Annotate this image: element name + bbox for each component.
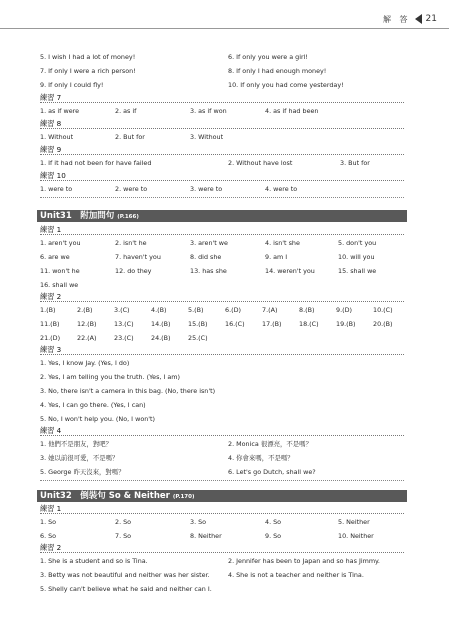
page-header	[383, 12, 437, 26]
answer: 14. weren't you	[265, 267, 315, 275]
section-label: 解 答	[383, 14, 411, 24]
answer: 10. will you	[338, 253, 375, 261]
answer: 3.(C)	[114, 306, 130, 314]
answer: 7.(A)	[262, 306, 278, 314]
answer: 2. Monica 很漂亮，不是嗎？	[228, 440, 312, 448]
answer: 12.(B)	[77, 320, 97, 328]
arrow-left-icon	[415, 14, 422, 24]
answer: 5. I wish I had a lot of money!	[40, 53, 136, 61]
answer: 5.(B)	[188, 306, 204, 314]
answer: 9. If only I could fly!	[40, 81, 104, 89]
answer: 3. So	[190, 518, 207, 526]
answer: 4. Yes, I can go there. (Yes, I can)	[40, 401, 146, 409]
answer: 1. If it had not been for have failed	[40, 159, 152, 167]
answer: 1. So	[40, 518, 57, 526]
answer: 1. were to	[40, 185, 73, 193]
answer: 19.(B)	[336, 320, 356, 328]
answer: 1. Yes, I know Jay. (Yes, I do)	[40, 359, 130, 367]
answer: 10. Neither	[338, 532, 374, 540]
answer: 25.(C)	[188, 334, 208, 342]
answer: 11.(B)	[40, 320, 60, 328]
answer: 15.(B)	[188, 320, 208, 328]
answer: 2. But for	[115, 133, 145, 141]
answer: 24.(B)	[151, 334, 171, 342]
answer: 1. aren't you	[40, 239, 81, 247]
answer: 13.(C)	[114, 320, 134, 328]
answer: 7. haven't you	[115, 253, 161, 261]
answer: 2. isn't he	[115, 239, 147, 247]
answer: 5. George 昨天沒來，對嗎？	[40, 468, 125, 476]
unit-title-bar	[37, 210, 407, 222]
answer: 5. don't you	[338, 239, 377, 247]
answer: 1.(B)	[40, 306, 56, 314]
answer: 11. won't he	[40, 267, 80, 275]
answer: 8. Neither	[190, 532, 222, 540]
answer: 6. Let's go Dutch, shall we?	[228, 468, 316, 476]
answer: 3. No, there isn't a camera in this bag. (No, there isn't)	[40, 387, 216, 395]
page-reference: (P.166)	[117, 214, 139, 220]
answer: 7. If only I were a rich person!	[40, 67, 136, 75]
answer: 4. So	[265, 518, 282, 526]
answer: 10. If only you had come yesterday!	[228, 81, 344, 89]
answer: 2. were to	[115, 185, 148, 193]
answer: 7. So	[115, 532, 132, 540]
answer: 17.(B)	[262, 320, 282, 328]
answer: 16. shall we	[40, 281, 79, 289]
answer: 3. Betty was not beautiful and neither was her sister.	[40, 571, 210, 579]
answer: 4. isn't she	[265, 239, 300, 247]
answer: 6.(D)	[225, 306, 242, 314]
answer: 15. shall we	[338, 267, 377, 275]
answer: 3. as if won	[190, 107, 227, 115]
answer: 23.(C)	[114, 334, 134, 342]
answer: 12. do they	[115, 267, 152, 275]
answer: 9.(D)	[336, 306, 353, 314]
answer: 3. Without	[190, 133, 224, 141]
answer: 2. Jennifer has been to Japan and so has Jimmy.	[228, 557, 380, 565]
answer: 18.(C)	[299, 320, 319, 328]
answer: 5. Shelly can't believe what he said and neither can I.	[40, 585, 212, 593]
answer: 2. as if	[115, 107, 137, 115]
answer: 4. as if had been	[265, 107, 319, 115]
answer: 8.(B)	[299, 306, 315, 314]
section-rule	[40, 480, 404, 481]
drill-title: 練習 8	[40, 119, 404, 129]
answer: 6. So	[40, 532, 57, 540]
answer: 3. were to	[190, 185, 223, 193]
answer: 8. If only I had enough money!	[228, 67, 327, 75]
answer: 1. Without	[40, 133, 74, 141]
answer: 3. aren't we	[190, 239, 228, 247]
drill-title: 練習 4	[40, 426, 404, 436]
answer: 4. She is not a teacher and neither is Tina.	[228, 571, 364, 579]
answer: 21.(D)	[40, 334, 61, 342]
answer: 1. 他們不是朋友，對吧？	[40, 440, 113, 448]
answer: 4.(B)	[151, 306, 167, 314]
answer: 4. were to	[265, 185, 298, 193]
unit-title: Unit32 倒裝句 So & Neither	[40, 491, 170, 501]
answer: 13. has she	[190, 267, 227, 275]
drill-title: 練習 7	[40, 93, 404, 103]
answer: 2. So	[115, 518, 132, 526]
answer: 3. 她以前很可愛，不是嗎？	[40, 454, 119, 462]
answer: 9. am I	[265, 253, 288, 261]
page-number: 21	[425, 14, 437, 24]
answer: 1. as if were	[40, 107, 80, 115]
answer: 2. Yes, I am telling you the truth. (Yes, I am)	[40, 373, 181, 381]
answer: 14.(B)	[151, 320, 171, 328]
unit-title: Unit31 附加問句	[40, 211, 115, 221]
answer: 20.(B)	[373, 320, 393, 328]
answer: 2.(B)	[77, 306, 93, 314]
answer: 4. 你會來嗎，不是嗎？	[228, 454, 294, 462]
drill-title: 練習 3	[40, 345, 404, 355]
answer: 5. Neither	[338, 518, 370, 526]
unit-title-bar	[37, 490, 407, 502]
drill-title: 練習 9	[40, 145, 404, 155]
answer: 10.(C)	[373, 306, 393, 314]
answer: 1. She is a student and so is Tina.	[40, 557, 148, 565]
answer: 5. No, I won't help you. (No, I won't)	[40, 415, 156, 423]
answer: 2. Without have lost	[228, 159, 293, 167]
answer: 9. So	[265, 532, 282, 540]
answer: 3. But for	[340, 159, 370, 167]
answer: 16.(C)	[225, 320, 245, 328]
answer: 6. are we	[40, 253, 70, 261]
section-rule	[40, 197, 404, 198]
answer: 22.(A)	[77, 334, 97, 342]
drill-title: 練習 1	[40, 504, 404, 514]
drill-title: 練習 1	[40, 225, 404, 235]
answer: 6. If only you were a girl!	[228, 53, 308, 61]
drill-title: 練習 2	[40, 292, 404, 302]
answer: 8. did she	[190, 253, 222, 261]
drill-title: 練習 2	[40, 543, 404, 553]
page-reference: (P.170)	[172, 494, 195, 500]
header-rule	[0, 28, 449, 29]
drill-title: 練習 10	[40, 171, 404, 181]
